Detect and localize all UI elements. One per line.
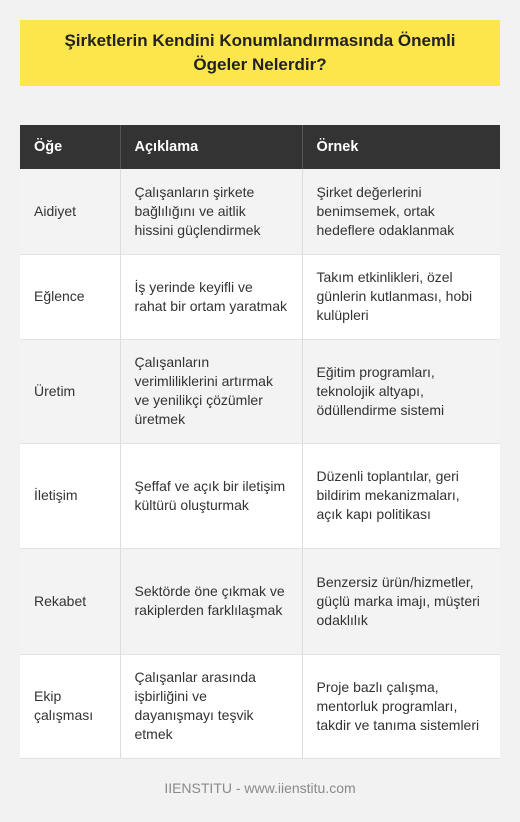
cell-description: Çalışanlar arasında işbirliğini ve dayanışmayı teşvik etmek — [120, 654, 302, 758]
cell-item: Rekabet — [20, 548, 120, 654]
cell-item: Aidiyet — [20, 169, 120, 254]
table-row — [20, 548, 500, 654]
header-item: Öğe — [20, 125, 120, 169]
table-row — [20, 339, 500, 443]
cell-description: Çalışanların verimliliklerini artırmak ve yenilikçi çözümler üretmek — [120, 339, 302, 443]
title-banner — [20, 20, 500, 86]
cell-description: Sektörde öne çıkmak ve rakiplerden farklılaşmak — [120, 548, 302, 654]
cell-item: Üretim — [20, 339, 120, 443]
cell-example: Takım etkinlikleri, özel günlerin kutlanması, hobi kulüpleri — [302, 254, 500, 339]
footer-credit: IIENSTITU - www.iienstitu.com — [164, 780, 356, 796]
table-header-row — [20, 125, 500, 169]
header-example: Örnek — [302, 125, 500, 169]
table-row — [20, 254, 500, 339]
header-description: Açıklama — [120, 125, 302, 169]
table-row — [20, 443, 500, 548]
cell-description: Çalışanların şirkete bağlılığını ve aitlik hissini güçlendirmek — [120, 169, 302, 254]
cell-example: Proje bazlı çalışma, mentorluk programları, takdir ve tanıma sistemleri — [302, 654, 500, 758]
content-table — [20, 125, 500, 759]
cell-example: Eğitim programları, teknolojik altyapı, ödüllendirme sistemi — [302, 339, 500, 443]
cell-description: Şeffaf ve açık bir iletişim kültürü oluşturmak — [120, 443, 302, 548]
cell-example: Benzersiz ürün/hizmetler, güçlü marka imajı, müşteri odaklılık — [302, 548, 500, 654]
page-title: Şirketlerin Kendini Konumlandırmasında Önemli Ögeler Nelerdir? — [64, 31, 456, 74]
cell-item: Ekip çalışması — [20, 654, 120, 758]
cell-item: Eğlence — [20, 254, 120, 339]
table-row — [20, 169, 500, 254]
table-row — [20, 654, 500, 758]
cell-example: Şirket değerlerini benimsemek, ortak hedeflere odaklanmak — [302, 169, 500, 254]
cell-description: İş yerinde keyifli ve rahat bir ortam yaratmak — [120, 254, 302, 339]
cell-item: İletişim — [20, 443, 120, 548]
cell-example: Düzenli toplantılar, geri bildirim mekanizmaları, açık kapı politikası — [302, 443, 500, 548]
